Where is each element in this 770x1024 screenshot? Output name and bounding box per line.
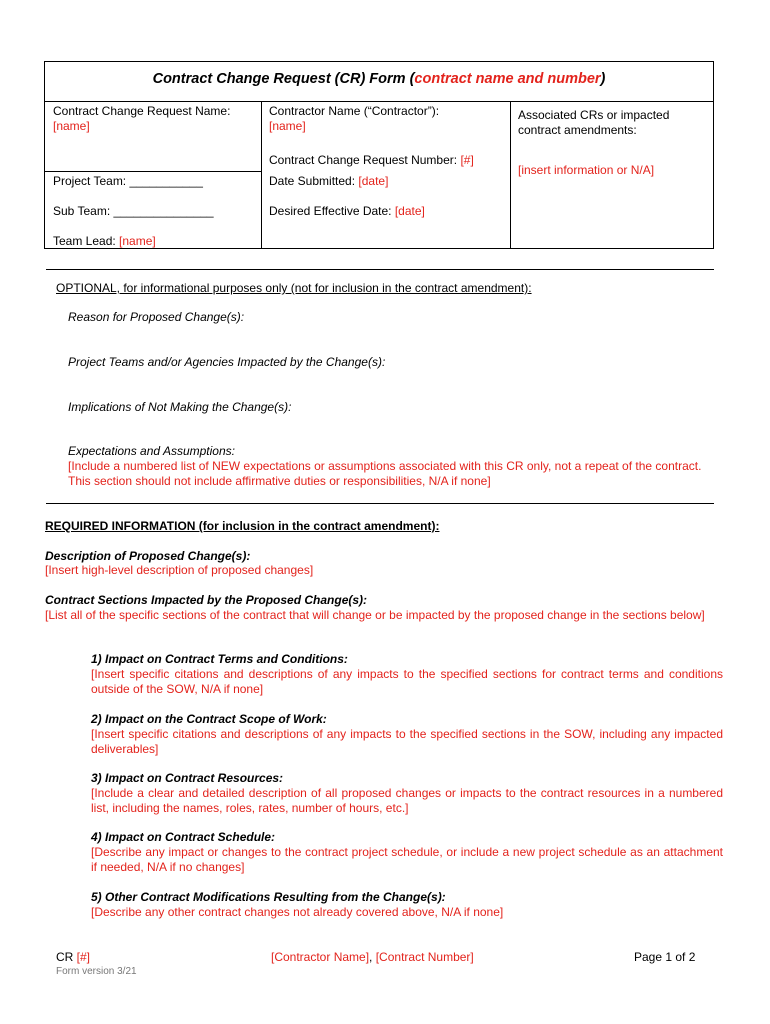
form-title: Contract Change Request (CR) Form (contract name and number): [45, 62, 713, 102]
column-divider: [510, 102, 511, 248]
impact-schedule-body: [Describe any impact or changes to the contract project schedule, or include a new project schedule as an attachment if needed, N/A if no changes]: [91, 845, 723, 874]
reason-label: Reason for Proposed Change(s):: [68, 310, 245, 324]
associated-crs-value: [insert information or N/A]: [518, 163, 655, 177]
other-modifications-heading: 5) Other Contract Modifications Resulting from the Change(s):: [91, 890, 446, 904]
column-divider: [261, 102, 262, 248]
impact-terms-body: [Insert specific citations and descriptions of any impacts to the specified sections for contract terms and conditions outside of the SOW, N/A if none]: [91, 667, 723, 696]
sections-body: [List all of the specific sections of the contract that will change or be impacted by the proposed change in the sections below]: [45, 608, 705, 622]
description-heading: Description of Proposed Change(s):: [45, 549, 251, 563]
impact-terms-heading: 1) Impact on Contract Terms and Conditions:: [91, 652, 348, 666]
team-lead-field: Team Lead: [name]: [53, 234, 156, 248]
expectations-label: Expectations and Assumptions:: [68, 444, 235, 458]
footer-contractor: [Contractor Name], [Contract Number]: [271, 950, 474, 964]
form-version: Form version 3/21: [56, 966, 137, 977]
sections-heading: Contract Sections Impacted by the Proposed Change(s):: [45, 593, 368, 607]
other-modifications-body: [Describe any other contract changes not already covered above, N/A if none]: [91, 905, 504, 919]
page-number: Page 1 of 2: [634, 950, 696, 964]
section-divider: [46, 503, 714, 504]
impact-resources-body: [Include a clear and detailed description of all proposed changes or impacts to the contract resources in a numbered list, including the names, roles, rates, number of hours, etc.]: [91, 786, 723, 815]
required-heading: REQUIRED INFORMATION (for inclusion in the contract amendment):: [45, 519, 440, 533]
teams-impacted-label: Project Teams and/or Agencies Impacted by the Change(s):: [68, 355, 386, 369]
footer-cr-number: CR [#]: [56, 950, 91, 964]
project-team-field: Project Team: ___________: [53, 174, 203, 188]
cr-name-cell: Contract Change Request Name: [name]: [53, 104, 231, 133]
impact-schedule-heading: 4) Impact on Contract Schedule:: [91, 830, 276, 844]
implications-label: Implications of Not Making the Change(s):: [68, 400, 292, 414]
header-table: [44, 61, 714, 249]
cr-name-value: [name]: [53, 119, 90, 133]
description-body: [Insert high-level description of proposed changes]: [45, 563, 314, 577]
impact-sow-heading: 2) Impact on the Contract Scope of Work:: [91, 712, 327, 726]
optional-heading: OPTIONAL, for informational purposes only (not for inclusion in the contract amendment):: [56, 281, 532, 295]
associated-crs-label: Associated CRs or impacted contract amendments:: [518, 108, 670, 137]
expectations-body: [Include a numbered list of NEW expectations or assumptions associated with this CR only, not a repeat of the contract. This section should not include affirmative duties or responsibilities, N/A if none]: [68, 459, 702, 488]
impact-resources-heading: 3) Impact on Contract Resources:: [91, 771, 284, 785]
contract-name-placeholder: contract name and number: [414, 71, 601, 87]
section-divider: [46, 269, 714, 270]
contractor-name-cell: Contractor Name (“Contractor”): [name]: [269, 104, 440, 133]
desired-date-field: Desired Effective Date: [date]: [269, 204, 425, 218]
impact-sow-body: [Insert specific citations and descriptions of any impacts to the specified sections in the SOW, including any impacted deliverables]: [91, 727, 723, 756]
cr-number-field: Contract Change Request Number: [#]: [269, 153, 474, 167]
row-divider: [45, 171, 261, 172]
date-submitted-field: Date Submitted: [date]: [269, 174, 389, 188]
contractor-name-value: [name]: [269, 119, 306, 133]
sub-team-field: Sub Team: _______________: [53, 204, 214, 218]
